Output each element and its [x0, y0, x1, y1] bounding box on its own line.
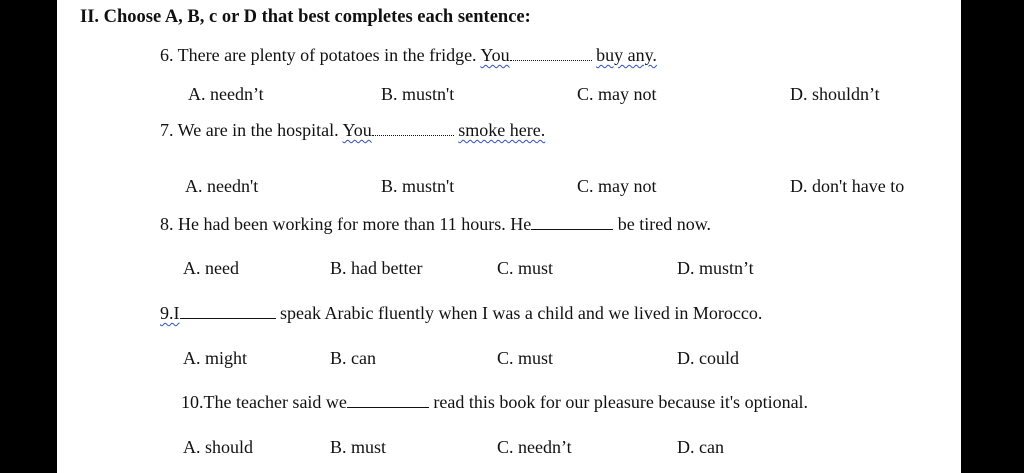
q10-option-b[interactable]: B. must — [330, 437, 387, 457]
q6-option-b[interactable]: B. mustn't — [381, 84, 455, 104]
q9-option-c[interactable]: C. must — [497, 348, 554, 368]
answer-blank-9[interactable] — [180, 302, 276, 319]
answer-blank-8[interactable] — [531, 213, 613, 230]
q7-option-b[interactable]: B. mustn't — [381, 176, 455, 196]
q8-option-a[interactable]: A. need — [183, 258, 239, 278]
question-10-stem: 10.The teacher said we read this book for our pleasure because it's optional. — [181, 392, 809, 412]
q9-option-a[interactable]: A. might — [183, 348, 248, 368]
q10-option-d[interactable]: D. can — [677, 437, 724, 457]
q9-option-b[interactable]: B. can — [330, 348, 376, 368]
question-8-stem: 8. He had been working for more than 11 hours. He be tired now. — [160, 214, 712, 234]
question-6-stem: 6. There are plenty of potatoes in the fridge. You buy any. — [160, 45, 657, 65]
q7-option-d[interactable]: D. don't have to — [790, 176, 905, 196]
q6-option-d[interactable]: D. shouldn’t — [790, 84, 880, 104]
q6-option-a[interactable]: A. needn’t — [188, 84, 264, 104]
q10-option-a[interactable]: A. should — [183, 437, 254, 457]
q8-option-c[interactable]: C. must — [497, 258, 554, 278]
answer-blank-6[interactable] — [510, 45, 592, 61]
worksheet-page — [57, 0, 961, 473]
q8-option-d[interactable]: D. mustn’t — [677, 258, 754, 278]
q8-option-b[interactable]: B. had better — [330, 258, 423, 278]
q7-option-c[interactable]: C. may not — [577, 176, 657, 196]
section-title: II. Choose A, B, c or D that best completes each sentence: — [80, 7, 531, 27]
q10-option-c[interactable]: C. needn’t — [497, 437, 572, 457]
answer-blank-7[interactable] — [372, 120, 454, 136]
question-7-stem: 7. We are in the hospital. You smoke here. — [160, 120, 546, 140]
q7-option-a[interactable]: A. needn't — [185, 176, 259, 196]
answer-blank-10[interactable] — [347, 391, 429, 408]
q9-option-d[interactable]: D. could — [677, 348, 739, 368]
question-9-stem: 9.I speak Arabic fluently when I was a child and we lived in Morocco. — [160, 303, 763, 323]
q6-option-c[interactable]: C. may not — [577, 84, 657, 104]
